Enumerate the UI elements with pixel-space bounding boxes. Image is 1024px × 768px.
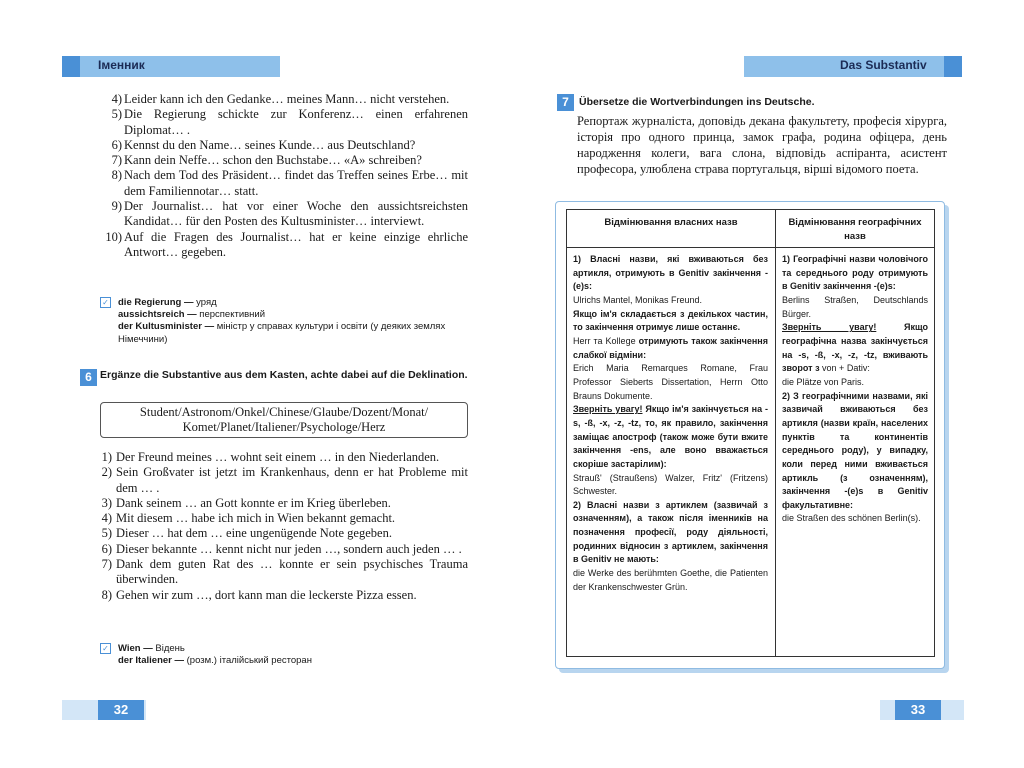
- table-column-proper-names: 1) Власні назви, які вживаються без артикля, отримують в Genitiv закінчення -(e)s: Ulrichs Mantel, Monikas Freund. Якщо ім'я складається з декількох частин, то закінчення отримує лише останнє. Herr та Kollege отримують також закінчення слабкої відміни: Erich Maria Remarques Romane, Frau Professor Sieberts Dissertation, Herrn Otto Brauns Dokumente. Зверніть увагу! Якщо ім'я закінчується на -s, -ß, -x, -z, -tz, то, як правило, закінчення заміщає апостроф (також може бути вжите закінчення -ens, але воно вважається скоріше застарілим): Strauß' (Straußens) Walzer, Fritz' (Fritzens) Schwester. 2) Власні назви з артиклем (зазвичай з означенням), а також після іменників на позначення професії, роду діяльності, родинних відносин з артиклем, закінчення в Genitiv не мають: die Werke des berühmten Goethe, die Patienten der Krankenschwester Grün.: [573, 254, 768, 592]
- exercise-item: [101, 557, 468, 588]
- word-box: Student/Astronom/Onkel/Chinese/Glaube/Dozent/Monat/ Komet/Planet/Italiener/Psychologe/Herz: [100, 402, 468, 438]
- item-text: Gehen wir zum …, dort kann man die leckerste Pizza essen.: [116, 587, 417, 602]
- exercise-item: [111, 137, 468, 153]
- page-header-title-right: Das Substantiv: [840, 58, 927, 72]
- item-number: 7): [111, 153, 122, 168]
- item-number: 2): [101, 465, 112, 480]
- exercise-item: [105, 229, 468, 261]
- exercise-item: [101, 541, 468, 557]
- exercise-5-list: [105, 92, 468, 260]
- item-text: Nach dem Tod des Präsident… findet das Treffen seines Erbe… mit dem Familiennotar… statt.: [124, 168, 468, 198]
- item-number: 6): [111, 137, 122, 152]
- task-number-6: 6: [80, 369, 97, 386]
- item-text: Sein Großvater ist jetzt im Krankenhaus, denn er hat Probleme mit dem … .: [116, 465, 468, 495]
- exercise-item: [101, 450, 468, 465]
- item-number: 8): [111, 168, 122, 183]
- item-text: Auf die Fragen des Journalist… hat er keine einzige ehrliche Antwort… gegeben.: [124, 229, 468, 259]
- task-7-title: Übersetze die Wortverbindungen ins Deutsche.: [579, 96, 815, 108]
- item-text: Kennst du den Name… seines Kunde… aus Deutschland?: [124, 137, 416, 152]
- page-number: 32: [98, 700, 144, 720]
- task-6-title: Ergänze die Substantive aus dem Kasten, achte dabei auf die Deklination.: [100, 369, 468, 381]
- table-column-divider: [775, 209, 776, 656]
- table-header-divider: [566, 247, 934, 248]
- item-number: 4): [111, 92, 122, 106]
- exercise-item: [101, 511, 468, 526]
- item-text: Der Journalist… hat vor einer Woche den aussichtsreichsten Kandidat… für den Posten des Kultusminister… interviewt.: [124, 199, 468, 229]
- item-text: Dieser … hat dem … eine ungenügende Note gegeben.: [116, 526, 392, 541]
- exercise-item: [101, 526, 468, 541]
- item-text: Der Freund meines … wohnt seit einem … in den Niederlanden.: [116, 450, 440, 464]
- item-text: Mit diesem … habe ich mich in Wien bekannt gemacht.: [116, 511, 396, 526]
- table-header-left: Відмінювання власних назв: [604, 217, 738, 228]
- exercise-item: [111, 199, 468, 230]
- vocabulary-box-2: ✓ Wien — Відень der Italiener — (розм.) італійський ресторан: [100, 643, 465, 667]
- item-text: Kann dein Neffe… schon den Buchstabe… «A» schreiben?: [124, 153, 422, 168]
- page-header-title: Іменник: [98, 58, 145, 72]
- item-number: 10): [105, 229, 122, 244]
- header-tab-marker: [944, 56, 962, 77]
- item-number: 6): [101, 541, 112, 556]
- item-text: Dank seinem … an Gott konnte er im Krieg überleben.: [116, 495, 391, 510]
- item-number: 9): [111, 199, 122, 214]
- exercise-item: [111, 153, 468, 168]
- item-text: Leider kann ich den Gedanke… meines Mann… nicht verstehen.: [124, 92, 450, 106]
- exercise-item: [101, 465, 468, 496]
- exercise-6-list: [101, 450, 468, 603]
- item-number: 4): [101, 511, 112, 526]
- item-number: 5): [111, 107, 122, 122]
- table-header-right: Відмінювання географічних назв: [788, 217, 922, 242]
- checkbox-icon: ✓: [100, 643, 111, 654]
- item-number: 5): [101, 526, 112, 541]
- exercise-item: [111, 168, 468, 199]
- exercise-item: [101, 495, 468, 511]
- header-tab: [62, 56, 280, 77]
- item-number: 7): [101, 557, 112, 572]
- exercise-item: [101, 587, 468, 603]
- task-7-text: Репортаж журналіста, доповідь декана факультету, професія хірурга, історія про одного принца, замок графа, родина офіцера, день народження колеги, вага слона, відповідь аспіранта, асистент професора, улюблена страва португальця, вірші відомого поета.: [577, 114, 947, 176]
- item-number: 3): [101, 495, 112, 510]
- vocabulary-box-1: ✓ die Regierung — уряд aussichtsreich — перспективний der Kultusminister — міністр у справах культури і освіти (у деяких землях Німеччини): [100, 297, 465, 346]
- task-number-7: 7: [557, 94, 574, 111]
- item-text: Dank dem guten Rat des … konnte er sein psychisches Trauma überwinden.: [116, 557, 468, 587]
- page-number-right: 33: [895, 700, 941, 720]
- item-text: Dieser bekannte … kennt nicht nur jeden …, sondern auch jeden … .: [116, 541, 462, 556]
- exercise-item: [111, 92, 468, 107]
- exercise-item: [111, 107, 468, 138]
- item-number: 8): [101, 587, 112, 602]
- checkbox-icon: ✓: [100, 297, 111, 308]
- item-text: Die Regierung schickte zur Konferenz… einen erfahrenen Diplomat… .: [124, 107, 468, 137]
- header-tab-marker: [62, 56, 80, 77]
- item-number: 1): [101, 450, 112, 464]
- table-column-geographic-names: 1) Географічні назви чоловічого та середнього роду отримують в Genitiv закінчення -(e)s: Berlins Straßen, Deutschlands Bürger. Зверніть увагу! Якщо географічна назва закінчується на -s, -ß, -x, -z, -tz, вживають зворот з von + Dativ: die Plätze von Paris. 2) З географічними назвами, які зазвичай вживаються без артикля (назви країн, населених пунктів та континентів середнього роду), у випадку, коли перед ними вживається артикль (з означенням), закінчення -(e)s в Genitiv факультативне: die Straßen des schönen Berlin(s).: [782, 254, 928, 524]
